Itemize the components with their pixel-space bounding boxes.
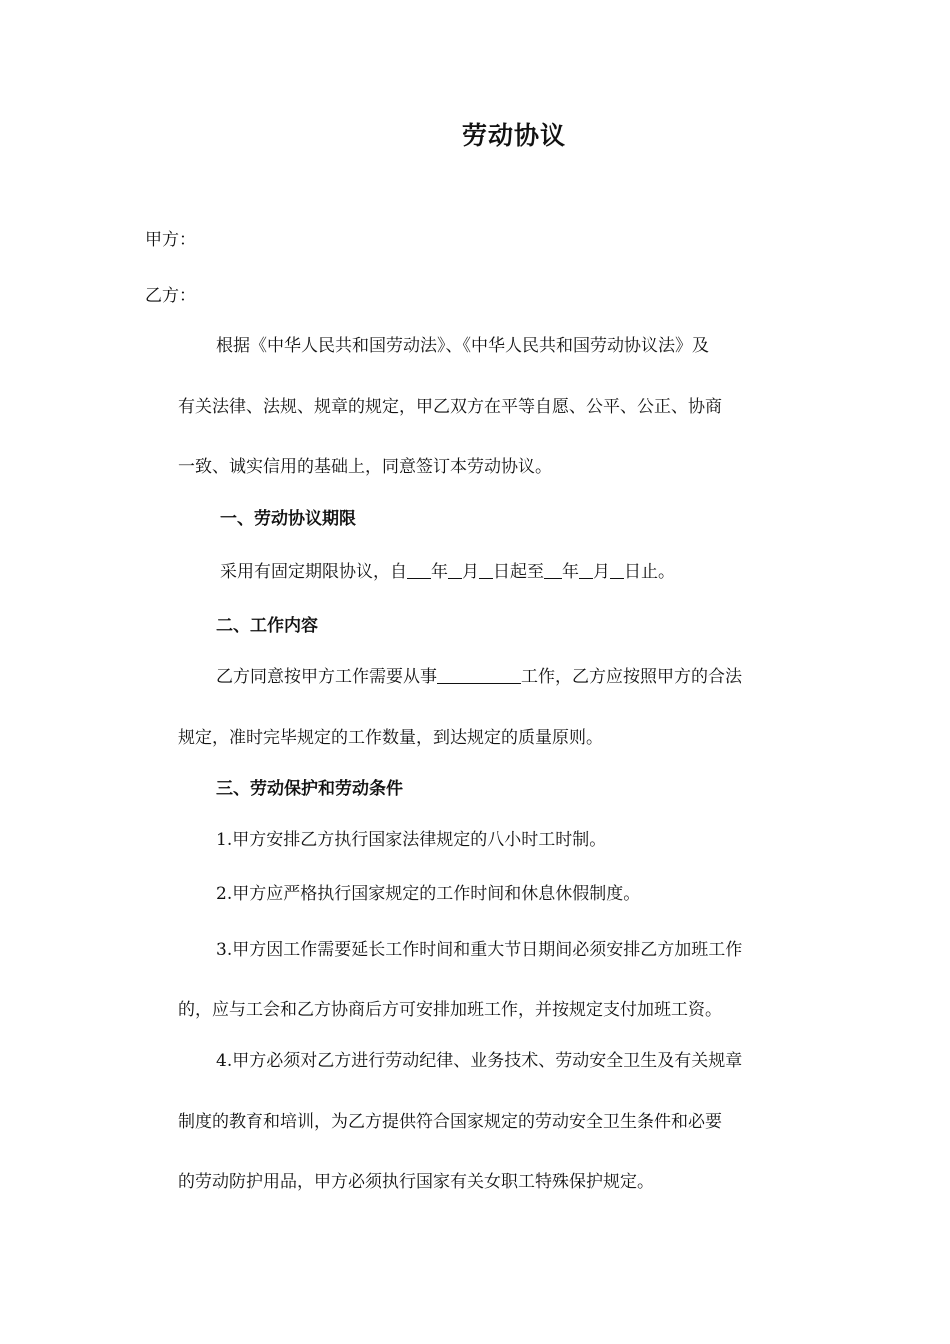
intro-line-3: 一致、诚实信用的基础上，同意签订本劳动协议。 (178, 457, 552, 477)
end-month-blank (579, 560, 593, 579)
party-a-label: 甲方： (145, 230, 196, 250)
day-label: 日起至 (493, 562, 544, 582)
section-3-item-4-line-2: 制度的教育和培训，为乙方提供符合国家规定的劳动安全卫生条件和必要 (178, 1112, 722, 1132)
section-2-line-1 (216, 665, 742, 689)
section-3-item-2: 2.甲方应严格执行国家规定的工作时间和休息休假制度。 (216, 884, 641, 904)
section-3-item-3-line-1: 3.甲方因工作需要延长工作时间和重大节日期间必须安排乙方加班工作 (216, 940, 743, 960)
end-day-blank (610, 560, 624, 579)
term-text: 采用有固定期限协议，自 (220, 562, 407, 582)
year-label: 年 (562, 562, 579, 582)
section-2-heading: 二、工作内容 (216, 616, 318, 636)
end-year-blank (544, 560, 562, 579)
work-text-a: 乙方同意按甲方工作需要从事 (216, 667, 437, 687)
year-label: 年 (431, 562, 448, 582)
start-day-blank (479, 560, 493, 579)
job-blank (437, 665, 521, 684)
section-2-line-2: 规定，准时完毕规定的工作数量，到达规定的质量原则。 (178, 728, 603, 748)
section-1-heading: 一、劳动协议期限 (220, 509, 356, 529)
section-3-item-1: 1.甲方安排乙方执行国家法律规定的八小时工时制。 (216, 830, 607, 850)
intro-line-2: 有关法律、法规、规章的规定，甲乙双方在平等自愿、公平、公正、协商 (178, 397, 722, 417)
section-1-term-line (220, 560, 675, 584)
start-month-blank (448, 560, 462, 579)
intro-line-1: 根据《中华人民共和国劳动法》、《中华人民共和国劳动协议法》及 (216, 336, 709, 356)
month-label: 月 (593, 562, 610, 582)
section-3-heading: 三、劳动保护和劳动条件 (216, 779, 403, 799)
document-title: 劳动协议 (462, 121, 567, 150)
month-label: 月 (462, 562, 479, 582)
section-3-item-4-line-1: 4.甲方必须对乙方进行劳动纪律、业务技术、劳动安全卫生及有关规章 (216, 1051, 743, 1071)
party-b-label: 乙方： (145, 286, 196, 306)
section-3-item-4-line-3: 的劳动防护用品，甲方必须执行国家有关女职工特殊保护规定。 (178, 1172, 654, 1192)
start-year-blank (407, 560, 431, 579)
work-text-b: 工作，乙方应按照甲方的合法 (521, 667, 742, 687)
day-end-label: 日止。 (624, 562, 675, 582)
section-3-item-3-line-2: 的，应与工会和乙方协商后方可安排加班工作，并按规定支付加班工资。 (178, 1000, 722, 1020)
